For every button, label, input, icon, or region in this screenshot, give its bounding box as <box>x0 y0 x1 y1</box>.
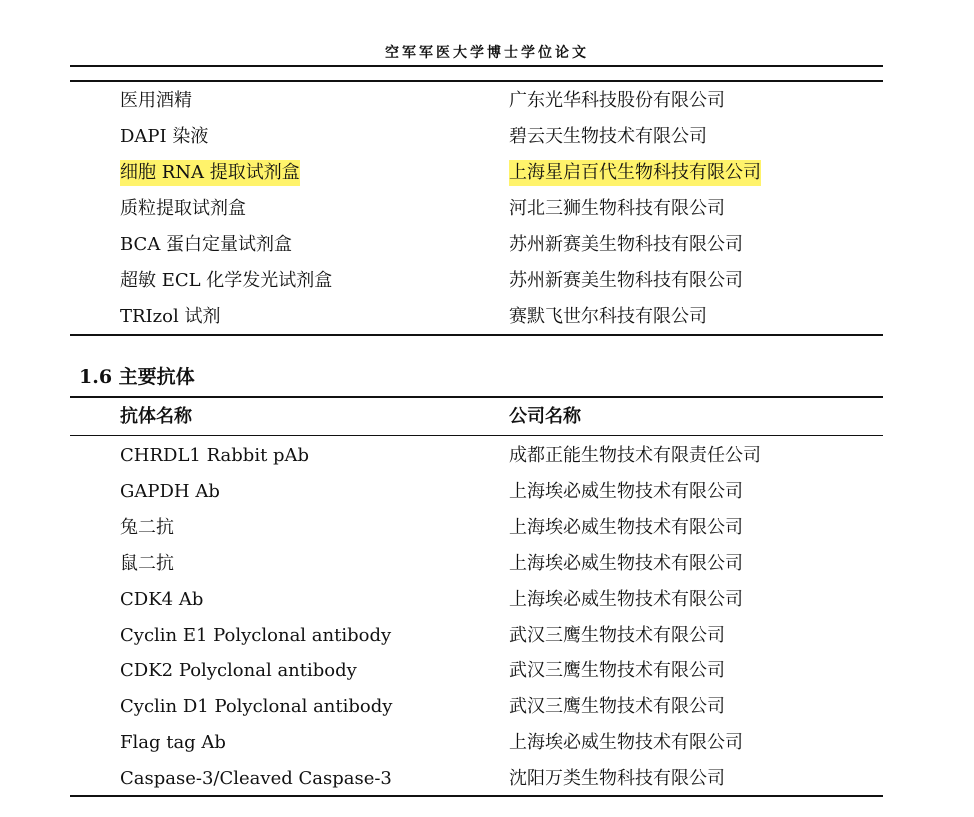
cell-name: 兔二抗 <box>120 516 174 538</box>
cell-name: 医用酒精 <box>120 90 192 111</box>
table-row <box>0 304 974 330</box>
table-row <box>0 160 974 186</box>
cell-company: 广东光华科技股份有限公司 <box>509 90 725 111</box>
cell-company: 赛默飞世尔科技有限公司 <box>509 306 707 327</box>
cell-name: Flag tag Ab <box>120 732 226 754</box>
page-header-title: 空军军医大学博士学位论文 <box>385 45 589 61</box>
antibody-table-top-rule <box>70 396 883 398</box>
table-row <box>0 730 974 756</box>
table-row <box>0 587 974 613</box>
cell-name: CDK4 Ab <box>120 588 204 610</box>
section-heading-antibodies: 1.6 主要抗体 <box>79 366 195 388</box>
cell-name: 细胞 RNA 提取试剂盒 <box>120 160 300 186</box>
cell-name: GAPDH Ab <box>120 480 220 502</box>
table-row <box>0 658 974 684</box>
cell-company: 成都正能生物技术有限责任公司 <box>509 445 761 466</box>
table-row <box>0 551 974 577</box>
table-row <box>0 196 974 222</box>
cell-name: TRIzol 试剂 <box>120 306 221 327</box>
cell-company: 上海星启百代生物科技有限公司 <box>509 160 761 186</box>
cell-company: 上海埃必威生物技术有限公司 <box>509 552 743 574</box>
antibody-header-rule <box>70 435 883 436</box>
cell-company: 上海埃必威生物技术有限公司 <box>509 516 743 538</box>
table-row <box>0 88 974 114</box>
cell-name: BCA 蛋白定量试剂盒 <box>120 234 293 255</box>
cell-name: 超敏 ECL 化学发光试剂盒 <box>120 270 333 291</box>
header-company-name: 公司名称 <box>509 406 581 427</box>
header-antibody-name: 抗体名称 <box>120 406 192 427</box>
cell-company: 苏州新赛美生物科技有限公司 <box>509 270 743 291</box>
cell-name: CDK2 Polyclonal antibody <box>120 660 357 682</box>
table-row <box>0 766 974 792</box>
header-rule <box>70 65 883 67</box>
table-row <box>0 268 974 294</box>
cell-name: DAPI 染液 <box>120 126 209 147</box>
cell-name: 质粒提取试剂盒 <box>120 198 246 219</box>
table-row <box>0 623 974 649</box>
table-row <box>0 124 974 150</box>
cell-name: 鼠二抗 <box>120 552 174 574</box>
table-row <box>0 479 974 505</box>
cell-company: 上海埃必威生物技术有限公司 <box>509 588 743 610</box>
reagent-table-bottom-rule <box>70 334 883 336</box>
cell-name: Cyclin E1 Polyclonal antibody <box>120 624 392 646</box>
cell-company: 上海埃必威生物技术有限公司 <box>509 732 743 754</box>
antibody-table-bottom-rule <box>70 795 883 797</box>
table-row <box>0 515 974 541</box>
cell-company: 上海埃必威生物技术有限公司 <box>509 480 743 502</box>
cell-name: Caspase-3/Cleaved Caspase-3 <box>120 768 392 790</box>
cell-company: 碧云天生物技术有限公司 <box>509 126 707 147</box>
antibody-table-header <box>0 404 974 430</box>
cell-name: Cyclin D1 Polyclonal antibody <box>120 696 393 718</box>
cell-company: 武汉三鹰生物技术有限公司 <box>509 660 725 682</box>
table-row <box>0 443 974 469</box>
cell-name: CHRDL1 Rabbit pAb <box>120 445 310 466</box>
cell-company: 河北三狮生物科技有限公司 <box>509 198 725 219</box>
cell-company: 沈阳万类生物科技有限公司 <box>509 768 725 790</box>
reagent-table-top-rule <box>70 80 883 82</box>
cell-company: 武汉三鹰生物技术有限公司 <box>509 696 725 718</box>
cell-company: 苏州新赛美生物科技有限公司 <box>509 234 743 255</box>
cell-company: 武汉三鹰生物技术有限公司 <box>509 624 725 646</box>
table-row <box>0 232 974 258</box>
table-row <box>0 694 974 720</box>
